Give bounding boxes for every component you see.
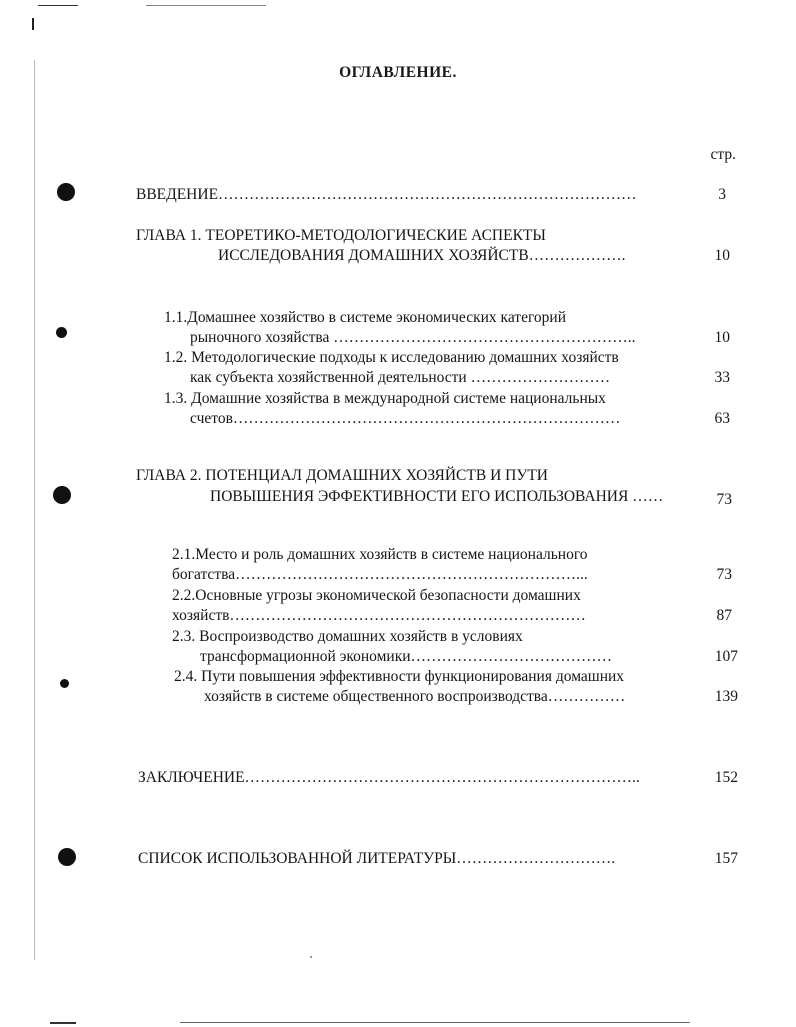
toc-page-section-1-3: 63 <box>714 410 730 427</box>
toc-section-2-2: 2.2.Основные угрозы экономической безопасности домашних <box>172 587 581 604</box>
scan-edge-mark <box>32 18 34 30</box>
toc-page-section-2-3: 107 <box>714 648 738 665</box>
scan-edge-mark <box>146 5 266 6</box>
toc-section-2-3-cont: трансформационной экономики………………………………… <box>200 648 613 665</box>
toc-page-conclusion: 152 <box>714 769 738 786</box>
toc-entry-conclusion: ЗАКЛЮЧЕНИЕ………………………………………………………………….. <box>138 769 640 786</box>
toc-entry-references: СПИСОК ИСПОЛЬЗОВАННОЙ ЛИТЕРАТУРЫ…………………………. <box>138 850 616 867</box>
punch-hole <box>60 679 69 688</box>
scan-edge-mark <box>50 1022 76 1024</box>
toc-entry-intro: ВВЕДЕНИЕ……………………………………………………………………… <box>136 186 637 203</box>
page-title: ОГЛАВЛЕНИЕ. <box>339 64 457 81</box>
toc-section-1-2-cont: как субъекта хозяйственной деятельности ……………………… <box>190 369 611 386</box>
punch-hole <box>56 327 67 338</box>
toc-section-1-3: 1.3. Домашние хозяйства в международной системе национальных <box>164 390 606 407</box>
toc-chapter-2: ГЛАВА 2. ПОТЕНЦИАЛ ДОМАШНИХ ХОЗЯЙСТВ И ПУТИ <box>136 467 548 484</box>
punch-hole <box>57 183 75 201</box>
toc-section-1-1: 1.1.Домашнее хозяйство в системе экономических категорий <box>164 309 567 326</box>
toc-chapter-1-cont: ИССЛЕДОВАНИЯ ДОМАШНИХ ХОЗЯЙСТВ………………. <box>218 247 626 264</box>
toc-section-2-3: 2.3. Воспроизводство домашних хозяйств в условиях <box>172 628 523 645</box>
punch-hole <box>53 486 71 504</box>
toc-section-1-2: 1.2. Методологические подходы к исследованию домашних хозяйств <box>164 349 619 366</box>
toc-page-chapter-2: 73 <box>716 491 732 508</box>
toc-section-2-4: 2.4. Пути повышения эффективности функционирования домашних <box>174 668 625 685</box>
toc-section-2-2-cont: хозяйств…………………………………………………………… <box>172 607 586 624</box>
toc-page-section-2-2: 87 <box>716 607 732 624</box>
toc-section-1-3-cont: счетов………………………………………………………………… <box>190 410 621 427</box>
scan-speck <box>310 956 312 958</box>
toc-section-2-1: 2.1.Место и роль домашних хозяйств в системе национального <box>172 546 588 563</box>
toc-page-chapter-1: 10 <box>714 247 730 264</box>
toc-section-2-1-cont: богатства…………………………………………………………... <box>172 566 588 583</box>
scan-edge-mark <box>180 1022 690 1023</box>
binding-line <box>34 60 35 960</box>
toc-chapter-2-cont: ПОВЫШЕНИЯ ЭФФЕКТИВНОСТИ ЕГО ИСПОЛЬЗОВАНИЯ …… <box>210 488 664 505</box>
toc-page-section-2-4: 139 <box>714 688 738 705</box>
page-column-header: стр. <box>710 146 736 163</box>
toc-page-section-1-1: 10 <box>714 329 730 346</box>
toc-section-1-1-cont: рыночного хозяйства ………………………………………………….. <box>190 329 636 346</box>
punch-hole <box>58 848 76 866</box>
toc-section-2-4-cont: хозяйств в системе общественного воспроизводства…………… <box>204 688 626 705</box>
toc-page-intro: 3 <box>718 186 726 203</box>
toc-page-section-1-2: 33 <box>714 369 730 386</box>
toc-page-references: 157 <box>714 850 738 867</box>
toc-page-section-2-1: 73 <box>716 566 732 583</box>
toc-chapter-1: ГЛАВА 1. ТЕОРЕТИКО-МЕТОДОЛОГИЧЕСКИЕ АСПЕКТЫ <box>136 227 546 244</box>
scan-edge-mark <box>38 5 78 6</box>
